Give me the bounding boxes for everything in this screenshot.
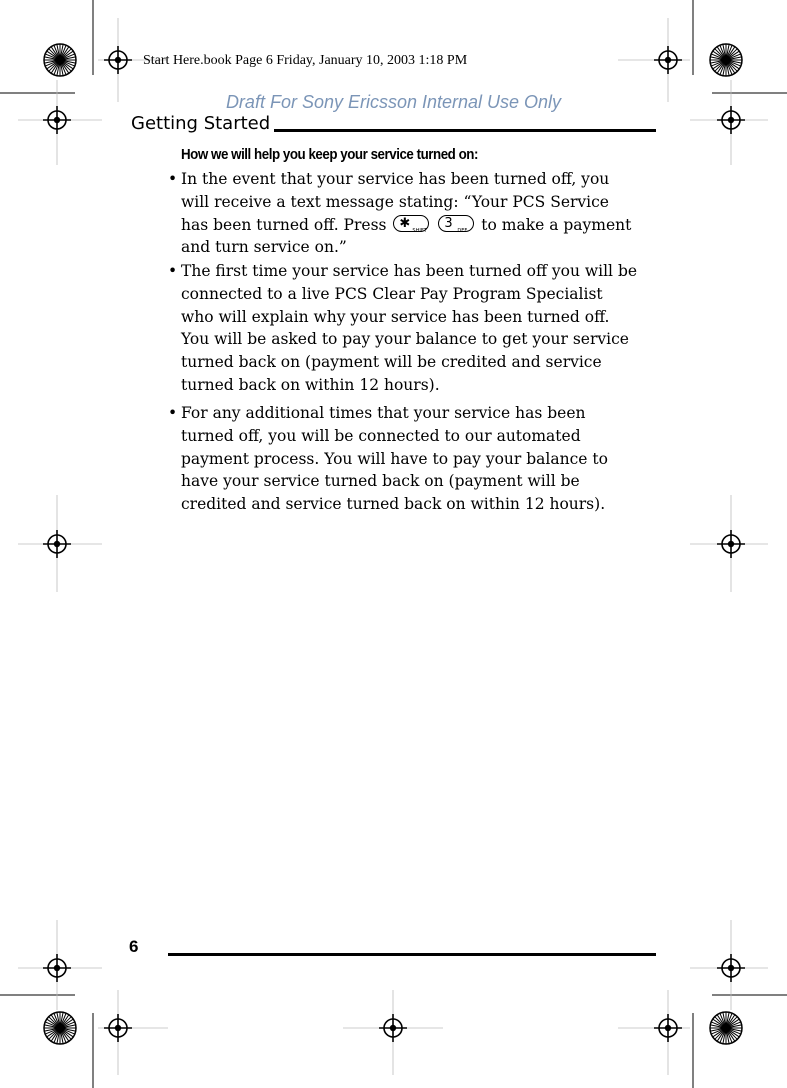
book-slug: Start Here.book Page 6 Friday, January 10, 2003 1:18 PM xyxy=(143,53,468,68)
section-title: Getting Started xyxy=(131,113,271,134)
bullet-item-3 xyxy=(168,402,638,516)
key-3-def-icon: 3 DEF xyxy=(438,215,474,232)
bullet-dot: • xyxy=(168,170,178,188)
star-shift-key-icon: ✱ SHIFT xyxy=(393,215,429,232)
bullet-text: The first time your service has been turned off you will be connected to a live PCS Clear Pay Program Specialist who will explain why your service has been turned off. You will be asked to pay your balance to get your service turned back on (payment will be credited and service turned back on within 12 hours). xyxy=(181,262,638,394)
bullet-text-part2: to make a payment and turn service on.” xyxy=(181,215,632,257)
bullet-text-part1: In the event that your service has been turned off, you will receive a text message stating: “Your PCS Service has been turned off. Press xyxy=(181,170,610,234)
bullet-dot: • xyxy=(168,404,178,422)
bullet-item-2 xyxy=(168,260,638,397)
bullet-text: For any additional times that your service has been turned off, you will be connected to our automated payment process. You will have to pay your balance to have your service turned back on (payment will be credited and service turned back on within 12 hours). xyxy=(181,404,608,514)
footer-rule xyxy=(168,953,656,956)
content-heading: How we will help you keep your service turned on: xyxy=(181,147,478,163)
header-rule xyxy=(274,129,656,132)
bullet-item-1 xyxy=(168,168,638,259)
page-number: 6 xyxy=(129,937,139,956)
bullet-text xyxy=(181,168,638,259)
draft-notice: Draft For Sony Ericsson Internal Use Only xyxy=(225,92,562,112)
bullet-dot: • xyxy=(168,262,178,280)
